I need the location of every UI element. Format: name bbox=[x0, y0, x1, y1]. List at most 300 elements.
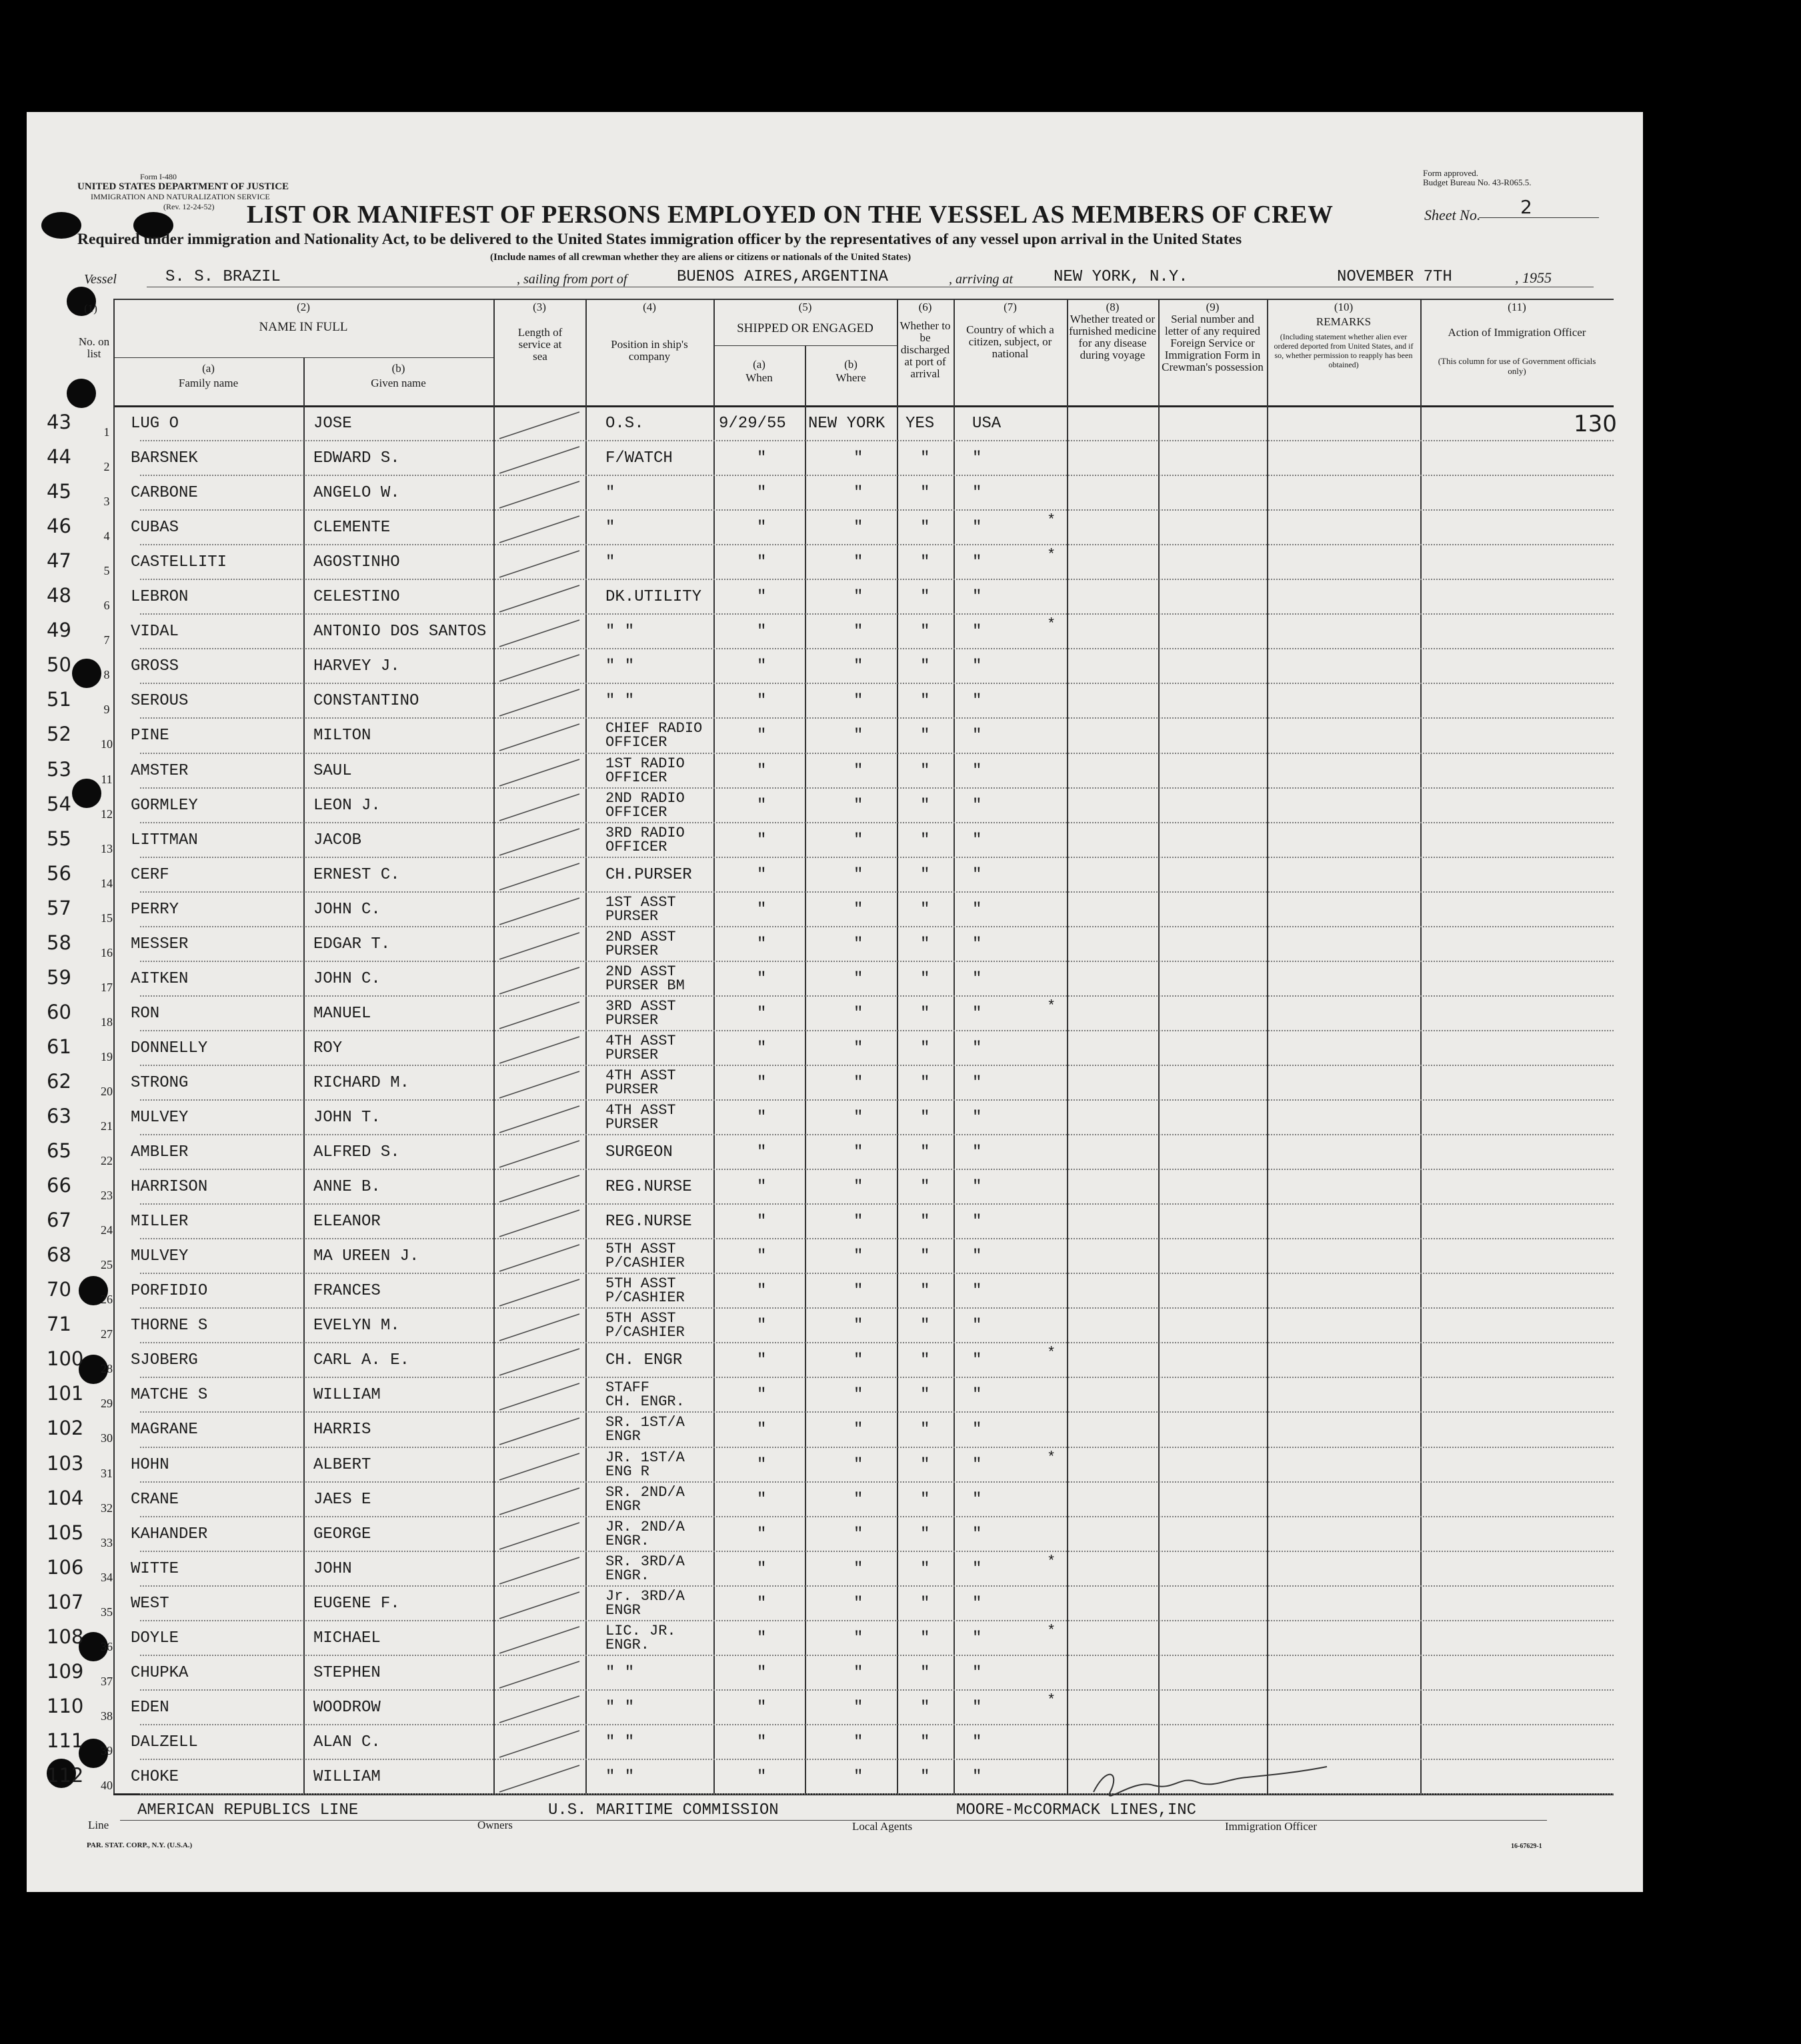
shipped-where: " bbox=[853, 969, 863, 988]
row-sequence: 8 bbox=[103, 668, 110, 682]
shipped-when: " bbox=[757, 1282, 767, 1301]
service-slash-mark bbox=[497, 1414, 583, 1447]
table-header-bottom bbox=[113, 405, 1614, 407]
service-slash-mark bbox=[497, 1033, 583, 1066]
col3-header: Length of service at sea bbox=[517, 326, 563, 363]
row-separator bbox=[140, 1169, 1614, 1170]
shipped-where: " bbox=[853, 484, 863, 503]
given-name: JOHN T. bbox=[313, 1109, 381, 1127]
shipped-when: " bbox=[757, 1594, 767, 1613]
given-name: LEON J. bbox=[313, 796, 381, 815]
row-sequence: 1 bbox=[103, 425, 110, 439]
family-name: LITTMAN bbox=[131, 831, 198, 849]
row-sequence: 26 bbox=[101, 1293, 113, 1307]
given-name: JACOB bbox=[313, 831, 362, 849]
position-line: PURSER bbox=[605, 1046, 659, 1063]
row-separator bbox=[140, 787, 1614, 789]
service-slash-mark bbox=[497, 1657, 583, 1691]
col-divider bbox=[1158, 299, 1160, 1793]
form-title: LIST OR MANIFEST OF PERSONS EMPLOYED ON THE VESSEL AS MEMBERS OF CREW bbox=[247, 201, 1334, 229]
family-name: THORNE S bbox=[131, 1317, 208, 1335]
row-list-number: 110 bbox=[47, 1694, 84, 1717]
position-line: 1ST RADIO bbox=[605, 755, 685, 772]
row-list-number: 112 bbox=[47, 1763, 84, 1787]
nationality: " bbox=[972, 831, 982, 849]
service-slash-mark bbox=[497, 685, 583, 719]
row-list-number: 52 bbox=[47, 723, 71, 746]
row-list-number: 61 bbox=[47, 1035, 71, 1058]
shipped-where: " bbox=[853, 831, 863, 849]
form-approval: Form approved. bbox=[1423, 168, 1479, 178]
family-name: PINE bbox=[131, 727, 169, 745]
shipped-when: " bbox=[757, 623, 767, 641]
position-line: P/CASHIER bbox=[605, 1289, 685, 1307]
position-line: JR. 2ND/A bbox=[605, 1518, 685, 1535]
shipped-where: NEW YORK bbox=[808, 415, 885, 433]
family-name: WEST bbox=[131, 1594, 169, 1613]
row-separator bbox=[140, 1134, 1614, 1135]
service-slash-mark bbox=[497, 1588, 583, 1621]
discharge-status: " bbox=[920, 935, 930, 953]
family-name: STRONG bbox=[131, 1073, 189, 1092]
position-cell bbox=[605, 866, 692, 884]
position-cell bbox=[605, 791, 685, 819]
shipped-where: " bbox=[853, 1109, 863, 1127]
nationality: " bbox=[972, 1525, 982, 1543]
service-slash-mark bbox=[497, 859, 583, 893]
asterisk-mark: * bbox=[1047, 997, 1056, 1015]
col3-number: (3) bbox=[533, 301, 546, 313]
col10-note: (Including statement whether alien ever ordered deported from United States, and if so, whether permission to reapply has been obtained) bbox=[1274, 332, 1414, 369]
nationality: " bbox=[972, 1073, 982, 1092]
position-cell bbox=[605, 1664, 634, 1682]
row-list-number: 101 bbox=[47, 1382, 84, 1405]
row-list-number: 62 bbox=[47, 1069, 71, 1093]
row-separator bbox=[140, 579, 1614, 580]
shipped-when: " bbox=[757, 796, 767, 815]
position-line: " " bbox=[605, 692, 635, 711]
family-name: HARRISON bbox=[131, 1178, 208, 1197]
nationality: " bbox=[972, 623, 982, 641]
discharge-status: " bbox=[920, 1767, 930, 1786]
position-line: 4TH ASST bbox=[605, 1032, 676, 1049]
row-separator bbox=[140, 509, 1614, 511]
shipped-when: " bbox=[757, 1317, 767, 1335]
given-name: ANNE B. bbox=[313, 1178, 381, 1197]
family-name: CASTELLITI bbox=[131, 553, 227, 572]
col5-number: (5) bbox=[798, 301, 812, 313]
family-name: MAGRANE bbox=[131, 1421, 198, 1439]
position-line: ENGR bbox=[605, 1497, 641, 1515]
position-cell bbox=[605, 1213, 692, 1231]
family-name: CHUPKA bbox=[131, 1663, 189, 1682]
position-cell bbox=[605, 895, 676, 923]
row-separator bbox=[140, 926, 1614, 927]
asterisk-mark: * bbox=[1047, 1622, 1056, 1639]
given-name: FRANCES bbox=[313, 1282, 381, 1301]
position-cell bbox=[605, 1311, 685, 1339]
punch-hole bbox=[41, 212, 81, 239]
row-list-number: 55 bbox=[47, 827, 71, 850]
row-list-number: 66 bbox=[47, 1174, 71, 1197]
family-name: AMBLER bbox=[131, 1143, 189, 1162]
discharge-status: " bbox=[920, 1039, 930, 1057]
discharge-status: " bbox=[920, 1073, 930, 1092]
nationality: " bbox=[972, 969, 982, 988]
position-line: ENGR bbox=[605, 1428, 641, 1445]
position-cell bbox=[605, 1733, 634, 1751]
shipped-where: " bbox=[853, 1594, 863, 1613]
shipped-where: " bbox=[853, 1317, 863, 1335]
nationality: " bbox=[972, 1663, 982, 1682]
row-list-number: 100 bbox=[47, 1347, 84, 1371]
col1-header: No. on list bbox=[78, 335, 110, 360]
position-line: " " bbox=[605, 1663, 635, 1682]
service-slash-mark bbox=[497, 1519, 583, 1552]
row-sequence: 12 bbox=[101, 807, 113, 821]
form-subtitle: Required under immigration and Nationality Act, to be delivered to the United States immigration officer by the representatives of any vessel upon arrival in the United States bbox=[77, 231, 1242, 248]
discharge-status: " bbox=[920, 1351, 930, 1370]
arrival-port: NEW YORK, N.Y. bbox=[1054, 268, 1188, 286]
position-cell bbox=[605, 1034, 676, 1062]
row-list-number: 51 bbox=[47, 688, 71, 711]
position-line: PURSER BM bbox=[605, 977, 685, 994]
punch-hole bbox=[67, 379, 96, 408]
given-name: JOSE bbox=[313, 415, 352, 433]
nationality: " bbox=[972, 865, 982, 884]
discharge-status: " bbox=[920, 727, 930, 745]
shipped-where: " bbox=[853, 1351, 863, 1370]
row-sequence: 38 bbox=[101, 1709, 113, 1723]
row-list-number: 67 bbox=[47, 1209, 71, 1232]
shipped-where: " bbox=[853, 1073, 863, 1092]
position-line: PURSER bbox=[605, 1081, 659, 1098]
given-name: JOHN bbox=[313, 1559, 352, 1578]
shipped-when: " bbox=[757, 900, 767, 919]
shipped-when: " bbox=[757, 1663, 767, 1682]
position-line: Jr. 3RD/A bbox=[605, 1587, 685, 1605]
nationality: " bbox=[972, 1629, 982, 1647]
row-separator bbox=[140, 475, 1614, 476]
given-name: JOHN C. bbox=[313, 969, 381, 988]
discharge-status: " bbox=[920, 623, 930, 641]
service-slash-mark bbox=[497, 1761, 583, 1795]
given-name: RICHARD M. bbox=[313, 1073, 410, 1092]
service-slash-mark bbox=[497, 1449, 583, 1483]
service-slash-mark bbox=[497, 1727, 583, 1760]
col2b-number: (b) bbox=[391, 362, 405, 375]
footer-underline bbox=[120, 1820, 1547, 1821]
service-slash-mark bbox=[497, 408, 583, 441]
row-separator bbox=[140, 891, 1614, 893]
shipped-where: " bbox=[853, 865, 863, 884]
service-slash-mark bbox=[497, 894, 583, 927]
position-line: OFFICER bbox=[605, 838, 667, 855]
position-cell bbox=[605, 1381, 685, 1409]
shipped-where: " bbox=[853, 761, 863, 780]
nationality: " bbox=[972, 1559, 982, 1578]
discharge-status: " bbox=[920, 1663, 930, 1682]
service-slash-mark bbox=[497, 1137, 583, 1170]
service-slash-mark bbox=[497, 1692, 583, 1725]
position-cell bbox=[605, 757, 685, 785]
service-slash-mark bbox=[497, 1310, 583, 1343]
position-line: ENGR. bbox=[605, 1567, 650, 1584]
position-cell bbox=[605, 1520, 685, 1548]
shipped-where: " bbox=[853, 1767, 863, 1786]
discharge-status: " bbox=[920, 1594, 930, 1613]
position-cell bbox=[605, 1485, 685, 1513]
row-separator bbox=[140, 1724, 1614, 1725]
immigration-annotation: 130 bbox=[1574, 411, 1617, 437]
position-cell bbox=[605, 415, 644, 433]
given-name: MANUEL bbox=[313, 1004, 371, 1023]
row-sequence: 10 bbox=[101, 737, 113, 751]
discharge-status: " bbox=[920, 1455, 930, 1474]
nationality: " bbox=[972, 519, 982, 537]
discharge-status: " bbox=[920, 1143, 930, 1162]
col-divider bbox=[585, 299, 587, 1793]
row-list-number: 49 bbox=[47, 619, 71, 642]
nationality: " bbox=[972, 1317, 982, 1335]
row-list-number: 54 bbox=[47, 792, 71, 815]
asterisk-mark: * bbox=[1047, 512, 1056, 529]
row-separator bbox=[140, 440, 1614, 441]
row-sequence: 9 bbox=[103, 703, 110, 717]
shipped-where: " bbox=[853, 935, 863, 953]
service-slash-mark bbox=[497, 1623, 583, 1656]
row-sequence: 14 bbox=[101, 876, 113, 890]
family-name: PERRY bbox=[131, 900, 179, 919]
col2-header: NAME IN FULL bbox=[259, 320, 348, 334]
shipped-where: " bbox=[853, 900, 863, 919]
position-cell bbox=[605, 1277, 685, 1305]
discharge-status: " bbox=[920, 1317, 930, 1335]
row-separator bbox=[140, 648, 1614, 649]
row-sequence: 18 bbox=[101, 1015, 113, 1029]
col5a-number: (a) bbox=[753, 358, 765, 371]
position-line: F/WATCH bbox=[605, 449, 673, 468]
row-list-number: 103 bbox=[47, 1451, 84, 1475]
position-line: CH. ENGR. bbox=[605, 1393, 685, 1411]
nationality: " bbox=[972, 900, 982, 919]
row-separator bbox=[140, 1689, 1614, 1691]
position-cell bbox=[605, 1178, 692, 1196]
shipped-when: " bbox=[757, 1767, 767, 1786]
given-name: ALBERT bbox=[313, 1455, 371, 1474]
nationality: USA bbox=[972, 415, 1002, 433]
row-sequence: 15 bbox=[101, 911, 113, 925]
shipped-where: " bbox=[853, 553, 863, 572]
row-sequence: 29 bbox=[101, 1397, 113, 1411]
nationality: " bbox=[972, 1247, 982, 1266]
nationality: " bbox=[972, 727, 982, 745]
given-name: WILLIAM bbox=[313, 1386, 381, 1405]
sailing-label: , sailing from port of bbox=[517, 272, 627, 287]
col-divider bbox=[954, 299, 955, 1793]
col7-header: Country of which a citizen, subject, or national bbox=[966, 323, 1054, 360]
position-cell bbox=[605, 1555, 685, 1583]
family-name: CUBAS bbox=[131, 519, 179, 537]
shipped-where: " bbox=[853, 1143, 863, 1162]
col4-header: Position in ship's company bbox=[611, 338, 688, 363]
asterisk-mark: * bbox=[1047, 616, 1056, 633]
position-cell bbox=[605, 1143, 673, 1161]
position-line: SR. 2ND/A bbox=[605, 1483, 685, 1501]
shipped-where: " bbox=[853, 1004, 863, 1023]
row-sequence: 32 bbox=[101, 1501, 113, 1515]
shipped-when: 9/29/55 bbox=[719, 415, 786, 433]
position-line: 1ST ASST bbox=[605, 893, 676, 911]
position-cell bbox=[605, 588, 701, 606]
shipped-where: " bbox=[853, 623, 863, 641]
position-line: OFFICER bbox=[605, 769, 667, 786]
shipped-where: " bbox=[853, 692, 863, 711]
position-line: PURSER bbox=[605, 907, 659, 925]
printer-imprint: PAR. STAT. CORP., N.Y. (U.S.A.) bbox=[87, 1841, 193, 1849]
col2-number: (2) bbox=[297, 301, 310, 313]
shipped-when: " bbox=[757, 1213, 767, 1231]
row-separator bbox=[140, 1307, 1614, 1309]
discharge-status: " bbox=[920, 900, 930, 919]
given-name: ANTONIO DOS SANTOS bbox=[313, 623, 487, 641]
arriving-label: , arriving at bbox=[949, 272, 1014, 287]
given-name: ROY bbox=[313, 1039, 343, 1057]
position-line: OFFICER bbox=[605, 803, 667, 821]
row-sequence: 25 bbox=[101, 1258, 113, 1272]
owners-label: Owners bbox=[477, 1819, 513, 1831]
row-separator bbox=[140, 1065, 1614, 1066]
shipped-when: " bbox=[757, 553, 767, 572]
nationality: " bbox=[972, 1767, 982, 1786]
position-line: P/CASHIER bbox=[605, 1255, 685, 1272]
given-name: CARL A. E. bbox=[313, 1351, 410, 1370]
discharge-status: " bbox=[920, 1733, 930, 1751]
nationality: " bbox=[972, 1455, 982, 1474]
discharge-status: " bbox=[920, 1698, 930, 1717]
service-slash-mark bbox=[497, 755, 583, 789]
nationality: " bbox=[972, 1421, 982, 1439]
row-sequence: 36 bbox=[101, 1639, 113, 1653]
sheet-underline bbox=[1479, 217, 1599, 218]
col6-header: Whether to be discharged at port of arrival bbox=[899, 319, 951, 380]
shipped-where: " bbox=[853, 1663, 863, 1682]
position-line: " bbox=[605, 553, 615, 572]
row-separator bbox=[140, 1585, 1614, 1587]
position-line: P/CASHIER bbox=[605, 1324, 685, 1341]
row-list-number: 45 bbox=[47, 480, 71, 503]
family-name: KAHANDER bbox=[131, 1525, 208, 1543]
position-line: 3RD RADIO bbox=[605, 824, 685, 841]
row-list-number: 60 bbox=[47, 1000, 71, 1023]
row-separator bbox=[140, 1447, 1614, 1448]
shipped-where: " bbox=[853, 796, 863, 815]
col5b-number: (b) bbox=[844, 358, 857, 371]
discharge-status: " bbox=[920, 1490, 930, 1509]
position-line: REG.NURSE bbox=[605, 1213, 692, 1231]
position-cell bbox=[605, 519, 615, 537]
row-sequence: 34 bbox=[101, 1570, 113, 1584]
service: IMMIGRATION AND NATURALIZATION SERVICE bbox=[91, 192, 270, 201]
position-cell bbox=[605, 1451, 685, 1479]
position-line: 2ND ASST bbox=[605, 928, 676, 945]
col-divider bbox=[713, 299, 715, 1793]
position-line: DK.UTILITY bbox=[605, 588, 702, 607]
position-cell bbox=[605, 1589, 685, 1617]
discharge-status: " bbox=[920, 1282, 930, 1301]
given-name: ALAN C. bbox=[313, 1733, 381, 1751]
shipped-when: " bbox=[757, 1698, 767, 1717]
service-slash-mark bbox=[497, 477, 583, 511]
given-name: ANGELO W. bbox=[313, 484, 400, 503]
department: UNITED STATES DEPARTMENT OF JUSTICE bbox=[77, 181, 289, 192]
given-name: CLEMENTE bbox=[313, 519, 391, 537]
service-slash-mark bbox=[497, 963, 583, 997]
row-separator bbox=[140, 1551, 1614, 1552]
position-line: PURSER bbox=[605, 942, 659, 959]
position-line: 2ND ASST bbox=[605, 963, 676, 980]
position-cell bbox=[605, 1242, 685, 1270]
row-separator bbox=[140, 995, 1614, 997]
position-cell bbox=[605, 1351, 682, 1369]
row-list-number: 106 bbox=[47, 1555, 84, 1579]
service-slash-mark bbox=[497, 1484, 583, 1517]
row-sequence: 17 bbox=[101, 980, 113, 994]
col-divider bbox=[897, 299, 898, 1793]
row-separator bbox=[140, 1099, 1614, 1101]
nationality: " bbox=[972, 1733, 982, 1751]
col5b-header: Where bbox=[835, 371, 866, 384]
position-line: " " bbox=[605, 1767, 635, 1786]
shipped-when: " bbox=[757, 1629, 767, 1647]
shipped-when: " bbox=[757, 519, 767, 537]
nationality: " bbox=[972, 692, 982, 711]
family-name: RON bbox=[131, 1004, 160, 1023]
local-agents: MOORE-McCORMACK LINES,INC bbox=[956, 1801, 1197, 1819]
given-name: EVELYN M. bbox=[313, 1317, 400, 1335]
position-line: " bbox=[605, 484, 615, 503]
form-code: 16-67629-1 bbox=[1511, 1843, 1542, 1850]
discharge-status: " bbox=[920, 1247, 930, 1266]
family-name: CARBONE bbox=[131, 484, 198, 503]
col2a-number: (a) bbox=[202, 362, 215, 375]
service-slash-mark bbox=[497, 790, 583, 823]
position-line: 5TH ASST bbox=[605, 1310, 676, 1327]
position-cell bbox=[605, 692, 634, 710]
col10-number: (10) bbox=[1334, 301, 1354, 313]
family-name: DONNELLY bbox=[131, 1039, 208, 1057]
row-sequence: 4 bbox=[103, 529, 110, 543]
nationality: " bbox=[972, 1386, 982, 1405]
shipped-where: " bbox=[853, 1247, 863, 1266]
service-slash-mark bbox=[497, 1275, 583, 1309]
position-line: PURSER bbox=[605, 1011, 659, 1029]
col-divider bbox=[805, 345, 806, 1793]
position-line: JR. 1ST/A bbox=[605, 1449, 685, 1466]
row-sequence: 39 bbox=[101, 1743, 113, 1757]
family-name: PORFIDIO bbox=[131, 1282, 208, 1301]
row-separator bbox=[140, 1516, 1614, 1517]
position-cell bbox=[605, 484, 615, 502]
family-name: VIDAL bbox=[131, 623, 179, 641]
shipped-when: " bbox=[757, 1733, 767, 1751]
nationality: " bbox=[972, 553, 982, 572]
service-slash-mark bbox=[497, 1345, 583, 1378]
row-sequence: 24 bbox=[101, 1223, 113, 1237]
col9-number: (9) bbox=[1206, 301, 1220, 313]
shipped-where: " bbox=[853, 1490, 863, 1509]
position-line: 5TH ASST bbox=[605, 1241, 676, 1258]
